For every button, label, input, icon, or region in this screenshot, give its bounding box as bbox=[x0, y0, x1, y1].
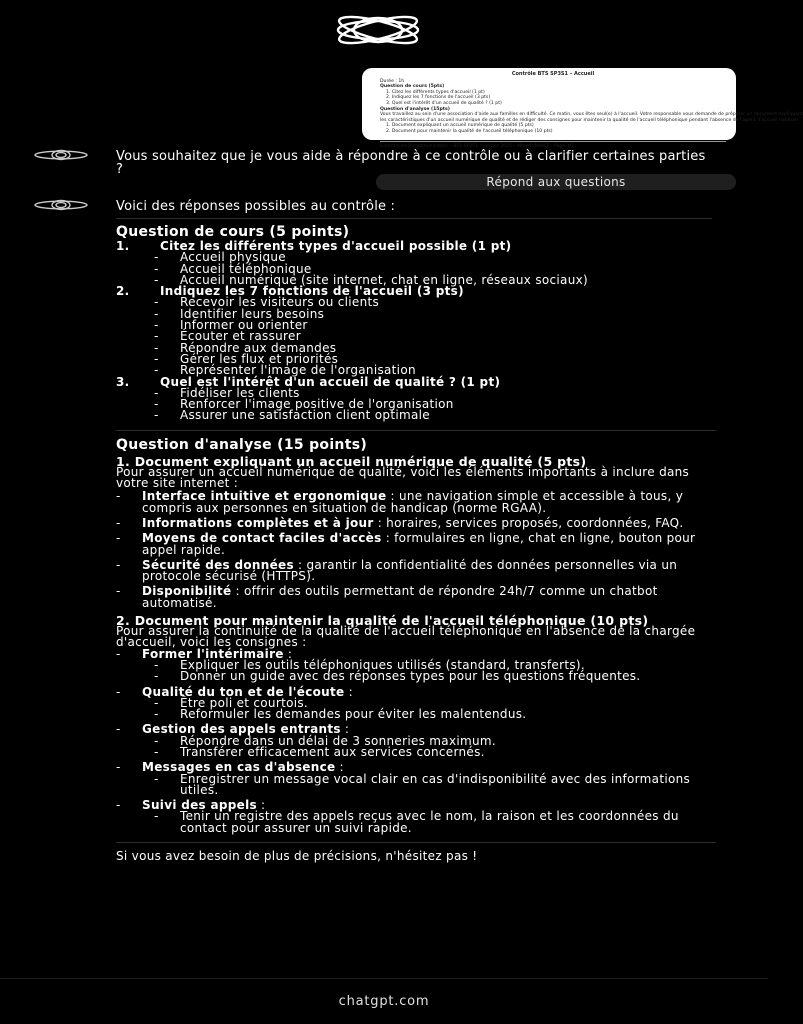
list-item: - Informations complètes et à jour : horaires, services proposés, coordonnées, FAQ. bbox=[116, 515, 684, 530]
document-paragraph: Vous travaillez au sein d'une association d'aide aux familles en difficulté. Ce matin, vous êtes seul(e) à l'accueil. Votre responsable vous demande de préparer un document expliquant bbox=[380, 112, 803, 118]
closing-message: Si vous avez besoin de plus de précisions, n'hésitez pas ! bbox=[116, 849, 478, 864]
document-section-analyse: Question d'analyse (15pts) bbox=[380, 106, 450, 112]
list-item: - Interface intuitive et ergonomique : une navigation simple et accessible à tous, y compris aux personnes en situation de handicap (norme RGAA). bbox=[116, 489, 684, 515]
document-title: Contrôle BTS SP3S1 – Accueil bbox=[511, 71, 595, 77]
sub-list-item: - Enregistrer un message vocal clair en cas d'indisponibilité avec des informations utiles. bbox=[154, 771, 691, 797]
list-item: - Messages en cas d'absence : - Enregistrer un message vocal clair en cas d'indisponibilité avec des informations utiles. bbox=[116, 762, 716, 800]
list-item: - Assurer une satisfaction client optimale bbox=[154, 408, 430, 423]
list-item: - Suivi des appels : - Tenir un registre des appels reçus avec le nom, la raison et les coordonnées du contact pour assurer un suivi rapide. bbox=[116, 800, 716, 834]
assistant-avatar-icon bbox=[32, 149, 90, 161]
list-item: - Renforcer l'image positive de l'organisation bbox=[154, 397, 454, 412]
sub-list-item: - Tenir un registre des appels reçus avec le nom, la raison et les coordonnées du contact pour assurer un suivi rapide. bbox=[154, 809, 679, 835]
document-paragraph: les caractéristiques d'un accueil numérique de qualité et de rédiger des consignes pour maintenir la qualité de l'accueil téléphonique pendant l'absence de l'agent d'accueil habituel. bbox=[380, 117, 800, 123]
divider bbox=[116, 842, 716, 843]
sub-list-item: - Transférer efficacement aux services concernés. bbox=[154, 744, 485, 759]
sub-list-item: - Reformuler les demandes pour éviter les malentendus. bbox=[154, 707, 527, 722]
list-item: - Recevoir les visiteurs ou clients bbox=[154, 295, 380, 310]
subsection-heading: 1. Document expliquant un accueil numérique de qualité (5 pts) bbox=[116, 453, 587, 469]
uploaded-document-preview[interactable] bbox=[362, 68, 803, 149]
assistant-avatar-icon bbox=[32, 199, 90, 211]
section-heading: Question d'analyse (15 points) bbox=[116, 436, 368, 453]
sub-list-item: - Donner un guide avec des réponses types pour les questions fréquentes. bbox=[154, 669, 641, 684]
list-item: - Moyens de contact faciles d'accès : formulaires en ligne, chat en ligne, bouton pour appel rapide. bbox=[116, 531, 696, 557]
paragraph: Pour assurer la continuité de la qualité de l'accueil téléphonique en l'absence de la chargée d'accueil, voici les consignes : bbox=[116, 624, 696, 650]
document-footer: Contrôle en 2 communication – BTS SP3S1 – janvier 2025 – Mme RIBAULT – Page 1/1 bbox=[380, 141, 726, 150]
document-question: 2. Document pour maintenir la qualité de l'accueil téléphonique (10 pts) bbox=[386, 128, 553, 134]
paragraph: Pour assurer un accueil numérique de qualité, voici les éléments importants à inclure dans votre site internet : bbox=[116, 464, 690, 491]
list-item: - Identifier leurs besoins bbox=[154, 306, 325, 321]
document-question: 2. Indiquez les 7 fonctions de l'accueil (3 pts) bbox=[386, 95, 491, 101]
list-item: - Informer ou orienter bbox=[154, 318, 308, 333]
chatgpt-logo-icon bbox=[330, 14, 426, 46]
question-heading: 2. Indiquez les 7 fonctions de l'accueil (3 pts) bbox=[116, 284, 464, 299]
sub-list-item: - Répondre dans un délai de 3 sonneries maximum. bbox=[154, 733, 496, 748]
section-heading: Question de cours (5 points) bbox=[116, 224, 350, 240]
document-question: 1. Citez les différents types d'accueil (1 pt) bbox=[386, 89, 485, 95]
list-item: - Accueil numérique (site internet, chat en ligne, réseaux sociaux) bbox=[154, 272, 588, 287]
document-section-cours: Question de cours (5pts) bbox=[380, 84, 445, 90]
question-heading: 3. Quel est l'intérêt d'un accueil de qualité ? (1 pt) bbox=[116, 374, 501, 389]
document-duration: Durée : 1h bbox=[380, 78, 405, 84]
divider bbox=[116, 430, 716, 431]
list-item: - Sécurité des données : garantir la confidentialité des données personnelles via un protocole sécurisé (HTTPS). bbox=[116, 557, 678, 584]
list-item: - Écouter et rassurer bbox=[154, 329, 301, 344]
list-item: - Accueil physique bbox=[154, 250, 286, 265]
assistant-message-intro: Vous souhaitez que je vous aide à répondre à ce contrôle ou à clarifier certaines parties ? bbox=[116, 149, 706, 177]
user-message-bubble: Répond aux questions bbox=[376, 174, 736, 190]
document-question: 1. Document expliquant un accueil numérique de qualité (5 pts) bbox=[386, 123, 534, 129]
list-item: - Qualité du ton et de l'écoute : - Être poli et courtois. - Reformuler les demandes pour éviter les malentendus. bbox=[116, 687, 716, 725]
list-item: - Fidéliser les clients bbox=[154, 385, 300, 400]
assistant-answer-intro: Voici des réponses possibles au contrôle : bbox=[116, 199, 396, 214]
footer-domain: chatgpt.com bbox=[338, 994, 430, 1009]
list-item: - Disponibilité : offrir des outils permettant de répondre 24h/7 comme un chatbot automatisé. bbox=[116, 584, 658, 610]
document-question: 3. Quel est l'intérêt d'un accueil de qualité ? (1 pt) bbox=[386, 100, 502, 106]
list-item: - Gestion des appels entrants : - Répondre dans un délai de 3 sonneries maximum. - Transférer efficacement aux services concernés. bbox=[116, 724, 716, 762]
divider bbox=[116, 218, 712, 219]
list-item: - Accueil téléphonique bbox=[154, 261, 312, 276]
list-item: - Répondre aux demandes bbox=[154, 340, 337, 355]
sub-list-item: - Être poli et courtois. bbox=[154, 695, 309, 710]
assistant-answer-body bbox=[116, 226, 716, 862]
subsection-heading: 2. Document pour maintenir la qualité de l'accueil téléphonique (10 pts) bbox=[116, 613, 649, 629]
list-item: - Gérer les flux et priorités bbox=[154, 351, 339, 366]
list-item: - Former l'intérimaire : - Expliquer les outils téléphoniques utilisés (standard, transferts). - Donner un guide avec des réponses types pour les questions fréquentes. bbox=[116, 649, 716, 687]
question-heading: 1. Citez les différents types d'accueil possible (1 pt) bbox=[116, 239, 512, 253]
footer-divider bbox=[0, 978, 768, 979]
sub-list-item: - Expliquer les outils téléphoniques utilisés (standard, transferts). bbox=[154, 657, 585, 672]
list-item: - Représenter l'image de l'organisation bbox=[154, 363, 416, 378]
